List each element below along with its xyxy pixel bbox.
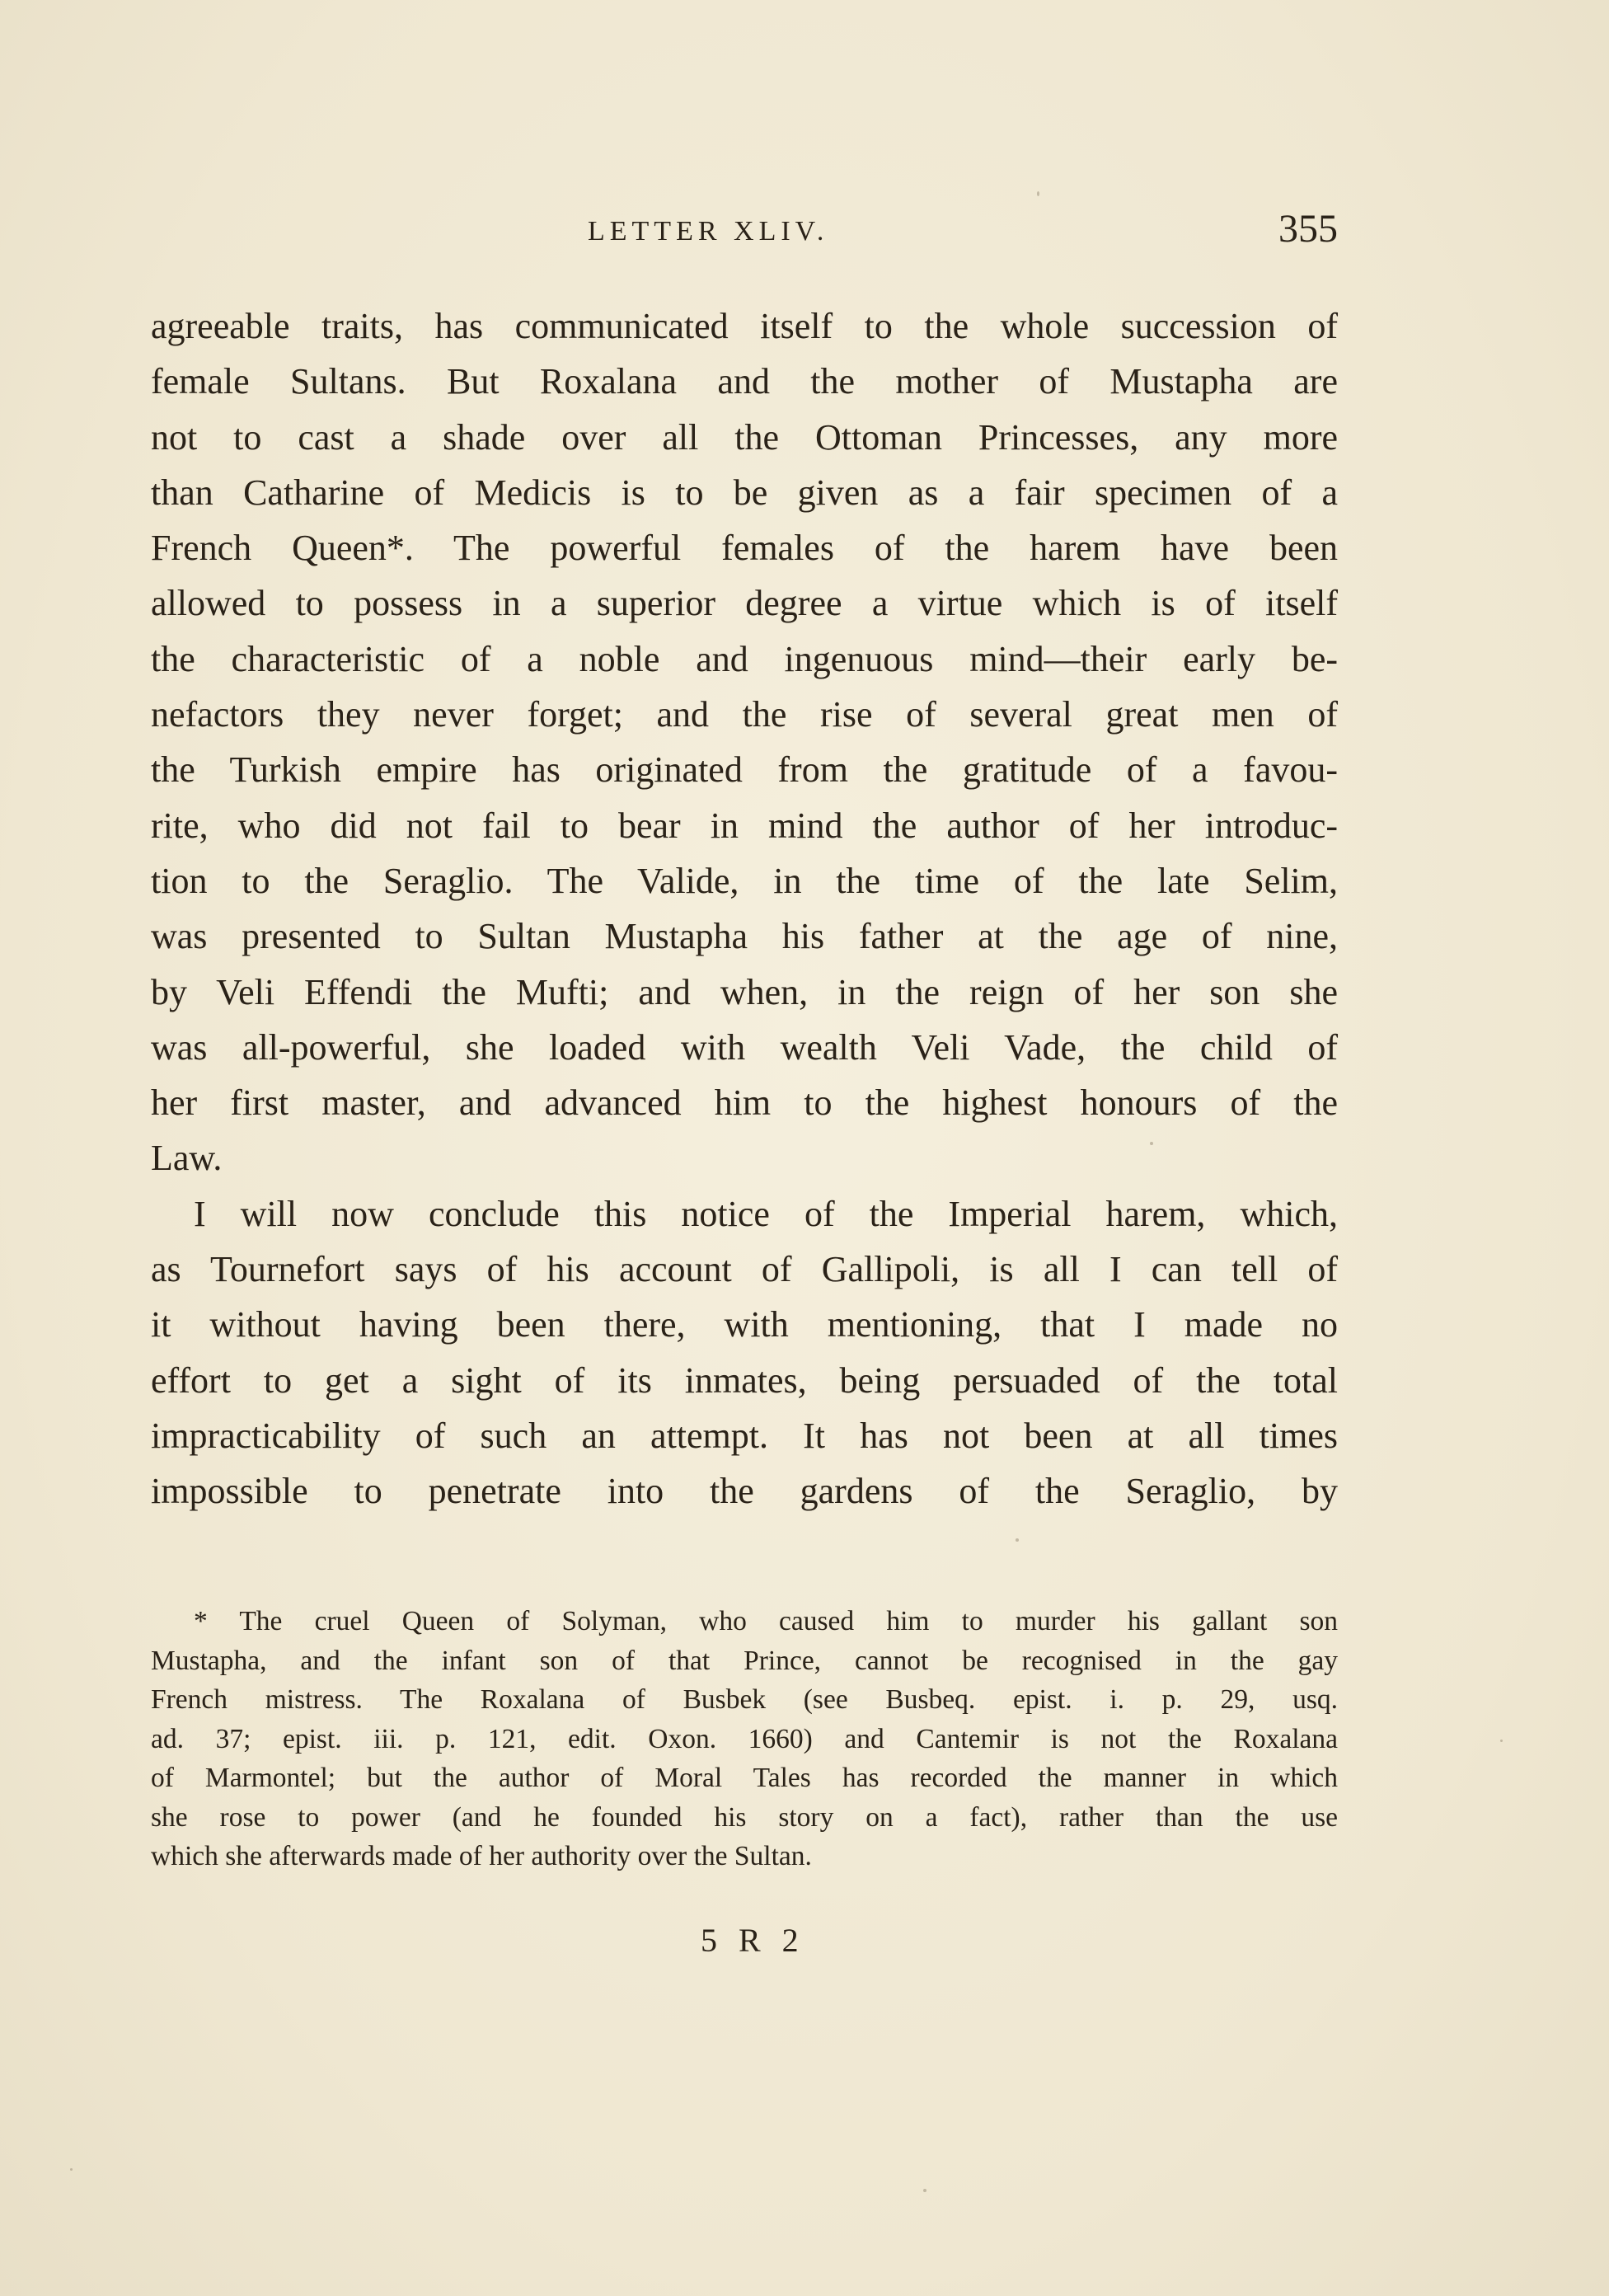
- text-line: agreeable traits, has communicated itself to the whole succession of: [151, 306, 1338, 346]
- text-line: nefactors they never forget; and the rise of several great men of: [151, 694, 1338, 735]
- text-line: the Turkish empire has originated from the gratitude of a favou-: [151, 749, 1338, 791]
- paper-speck: [70, 2168, 73, 2171]
- paper-speck: [1016, 1538, 1019, 1542]
- running-head: LETTER XLIV.: [588, 216, 829, 247]
- footnote-line: ad. 37; epist. iii. p. 121, edit. Oxon. 1660) and Cantemir is not the Roxalana: [151, 1723, 1338, 1754]
- page-number: 355: [1278, 207, 1338, 251]
- text-line: impracticability of such an attempt. It has not been at all times: [151, 1415, 1338, 1456]
- paper-speck: [1500, 1740, 1503, 1742]
- text-line: it without having been there, with mentioning, that I made no: [151, 1304, 1338, 1345]
- text-line: by Veli Effendi the Mufti; and when, in the reign of her son she: [151, 971, 1338, 1012]
- text-line: as Tournefort says of his account of Gallipoli, is all I can tell of: [151, 1249, 1338, 1290]
- text-line: Law.: [151, 1138, 223, 1179]
- text-line: was presented to Sultan Mustapha his father at the age of nine,: [151, 916, 1338, 957]
- paper-speck: [1150, 1142, 1153, 1145]
- text-line: than Catharine of Medicis is to be given as a fair specimen of a: [151, 472, 1338, 513]
- text-line: her first master, and advanced him to the highest honours of the: [151, 1082, 1338, 1124]
- body-text: [151, 298, 1338, 1519]
- paper-speck: [1037, 191, 1039, 196]
- text-line: effort to get a sight of its inmates, being persuaded of the total: [151, 1359, 1338, 1401]
- text-line: rite, who did not fail to bear in mind the author of her introduc-: [151, 805, 1338, 846]
- footnote-line: Mustapha, and the infant son of that Prince, cannot be recognised in the gay: [151, 1645, 1338, 1676]
- text-line: the characteristic of a noble and ingenuous mind—their early be-: [151, 638, 1338, 679]
- text-line: was all-powerful, she loaded with wealth Veli Vade, the child of: [151, 1026, 1338, 1068]
- paper-speck: [923, 2189, 926, 2192]
- footnote: [151, 1602, 1338, 1876]
- footnote-line: which she afterwards made of her authority over the Sultan.: [151, 1841, 812, 1871]
- footnote-line: of Marmontel; but the author of Moral Tales has recorded the manner in which: [151, 1763, 1338, 1793]
- footnote-line: French mistress. The Roxalana of Busbek (see Busbeq. epist. i. p. 29, usq.: [151, 1684, 1338, 1715]
- paragraph-start-line: I will now conclude this notice of the Imperial harem, which,: [194, 1193, 1338, 1234]
- text-line: tion to the Seraglio. The Valide, in the time of the late Selim,: [151, 860, 1338, 901]
- footnote-line: * The cruel Queen of Solyman, who caused him to murder his gallant son: [194, 1606, 1338, 1636]
- text-line: impossible to penetrate into the gardens of the Seraglio, by: [151, 1471, 1338, 1512]
- signature-mark: 5 R 2: [701, 1922, 805, 1959]
- footnote-line: she rose to power (and he founded his story on a fact), rather than the use: [151, 1801, 1338, 1833]
- text-line: French Queen*. The powerful females of the harem have been: [151, 528, 1338, 569]
- text-line: female Sultans. But Roxalana and the mother of Mustapha are: [151, 361, 1338, 402]
- text-line: allowed to possess in a superior degree a virtue which is of itself: [151, 583, 1338, 624]
- page-header: [151, 207, 1338, 262]
- text-line: not to cast a shade over all the Ottoman Princesses, any more: [151, 416, 1338, 458]
